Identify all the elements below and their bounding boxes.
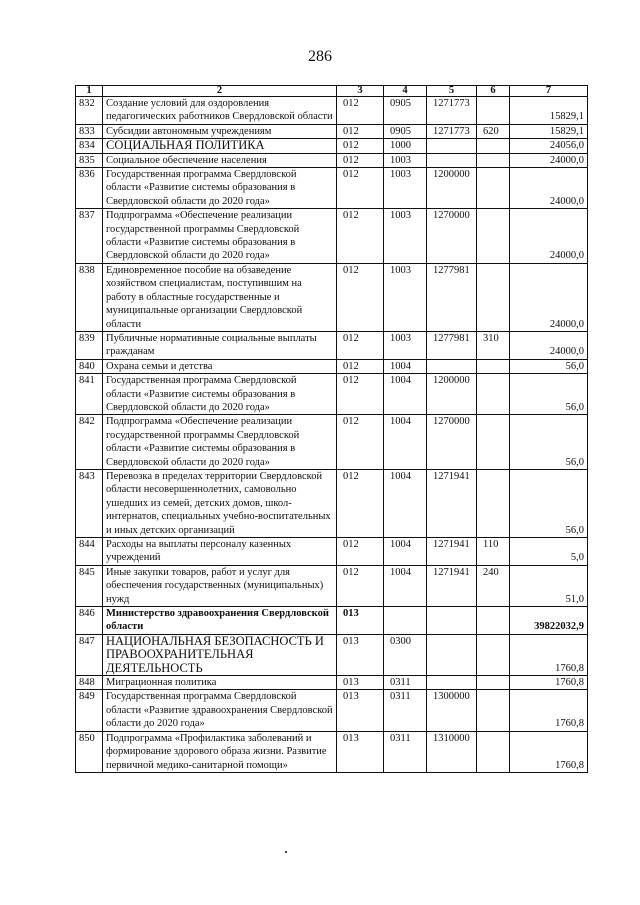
section-code: 1003 <box>384 168 427 209</box>
dept-code: 012 <box>337 538 384 566</box>
budget-table <box>75 85 588 773</box>
scan-dot <box>285 851 287 853</box>
target-code: 1271773 <box>427 97 477 125</box>
row-number: 847 <box>76 634 103 675</box>
row-number: 833 <box>76 124 103 138</box>
row-number: 850 <box>76 731 103 772</box>
amount: 24000,0 <box>510 209 588 264</box>
column-header-5: 5 <box>427 86 477 97</box>
section-code: 1000 <box>384 139 427 153</box>
dept-code: 012 <box>337 415 384 470</box>
section-code: 1004 <box>384 538 427 566</box>
amount: 24056,0 <box>510 139 588 153</box>
expense-type <box>477 209 510 264</box>
target-code: 1200000 <box>427 374 477 415</box>
row-number: 832 <box>76 97 103 125</box>
dept-code: 012 <box>337 209 384 264</box>
dept-code: 013 <box>337 690 384 731</box>
table-row <box>76 538 588 566</box>
row-name: Перевозка в пределах территории Свердловской области несовершеннолетних, самовольно ушедших из семей, детских домов, школ-интернатов, специальных учебно-воспитательных и иных детских организаций <box>103 469 337 537</box>
expense-type <box>477 469 510 537</box>
section-code <box>384 607 427 635</box>
target-code <box>427 634 477 675</box>
row-number: 834 <box>76 139 103 153</box>
expense-type <box>477 634 510 675</box>
table-row <box>76 469 588 537</box>
row-name: Публичные нормативные социальные выплаты гражданам <box>103 331 337 359</box>
target-code: 1277981 <box>427 263 477 331</box>
expense-type <box>477 263 510 331</box>
amount: 1760,8 <box>510 690 588 731</box>
table-body <box>76 97 588 773</box>
target-code: 1200000 <box>427 168 477 209</box>
section-code: 1004 <box>384 359 427 373</box>
target-code: 1310000 <box>427 731 477 772</box>
amount: 5,0 <box>510 538 588 566</box>
row-name: Миграционная политика <box>103 676 337 690</box>
column-header-2: 2 <box>103 86 337 97</box>
amount: 1760,8 <box>510 676 588 690</box>
dept-code: 012 <box>337 153 384 167</box>
amount: 39822032,9 <box>510 607 588 635</box>
row-number: 836 <box>76 168 103 209</box>
header-row <box>76 86 588 97</box>
target-code: 1277981 <box>427 331 477 359</box>
expense-type <box>477 153 510 167</box>
amount: 56,0 <box>510 374 588 415</box>
row-name: Подпрограмма «Обеспечение реализации государственной программы Свердловской области «Развитие системы образования в Свердловской области до 2020 года» <box>103 209 337 264</box>
expense-type: 310 <box>477 331 510 359</box>
column-header-6: 6 <box>477 86 510 97</box>
dept-code: 013 <box>337 607 384 635</box>
row-name: Создание условий для оздоровления педагогических работников Свердловской области <box>103 97 337 125</box>
dept-code: 012 <box>337 331 384 359</box>
expense-type <box>477 374 510 415</box>
expense-type <box>477 168 510 209</box>
row-name: Подпрограмма «Профилактика заболеваний и формирование здорового образа жизни. Развитие первичной медико-санитарной помощи» <box>103 731 337 772</box>
table-row <box>76 690 588 731</box>
section-code: 0905 <box>384 124 427 138</box>
amount: 15829,1 <box>510 97 588 125</box>
row-number: 837 <box>76 209 103 264</box>
target-code: 1271941 <box>427 538 477 566</box>
row-name: Министерство здравоохранения Свердловской области <box>103 607 337 635</box>
table-row <box>76 731 588 772</box>
expense-type <box>477 97 510 125</box>
row-name: Субсидии автономным учреждениям <box>103 124 337 138</box>
section-code: 1004 <box>384 565 427 606</box>
row-name: Социальное обеспечение населения <box>103 153 337 167</box>
expense-type <box>477 139 510 153</box>
expense-type <box>477 359 510 373</box>
row-name: СОЦИАЛЬНАЯ ПОЛИТИКА <box>103 139 337 153</box>
target-code <box>427 139 477 153</box>
dept-code: 013 <box>337 676 384 690</box>
amount: 1760,8 <box>510 634 588 675</box>
expense-type: 110 <box>477 538 510 566</box>
amount: 24000,0 <box>510 263 588 331</box>
row-number: 845 <box>76 565 103 606</box>
row-number: 840 <box>76 359 103 373</box>
amount: 24000,0 <box>510 168 588 209</box>
table-row <box>76 263 588 331</box>
dept-code: 012 <box>337 565 384 606</box>
target-code <box>427 676 477 690</box>
expense-type: 620 <box>477 124 510 138</box>
row-number: 838 <box>76 263 103 331</box>
table-row <box>76 97 588 125</box>
amount: 56,0 <box>510 415 588 470</box>
row-name: НАЦИОНАЛЬНАЯ БЕЗОПАСНОСТЬ И ПРАВООХРАНИТЕЛЬНАЯ ДЕЯТЕЛЬНОСТЬ <box>103 634 337 675</box>
row-number: 846 <box>76 607 103 635</box>
target-code <box>427 607 477 635</box>
row-number: 849 <box>76 690 103 731</box>
table-row <box>76 565 588 606</box>
row-name: Государственная программа Свердловской области «Развитие системы образования в Свердловской области до 2020 года» <box>103 374 337 415</box>
dept-code: 012 <box>337 97 384 125</box>
target-code: 1270000 <box>427 209 477 264</box>
row-name: Единовременное пособие на обзаведение хозяйством специалистам, поступившим на работу в областные государственные и муниципальные организации Свердловской области <box>103 263 337 331</box>
amount: 1760,8 <box>510 731 588 772</box>
amount: 24000,0 <box>510 153 588 167</box>
dept-code: 012 <box>337 139 384 153</box>
row-name: Подпрограмма «Обеспечение реализации государственной программы Свердловской области «Развитие системы образования в Свердловской области до 2020 года» <box>103 415 337 470</box>
target-code <box>427 153 477 167</box>
section-code: 1004 <box>384 469 427 537</box>
target-code <box>427 359 477 373</box>
section-code: 1003 <box>384 263 427 331</box>
row-name: Охрана семьи и детства <box>103 359 337 373</box>
dept-code: 012 <box>337 263 384 331</box>
table-row <box>76 676 588 690</box>
table-row <box>76 209 588 264</box>
dept-code: 012 <box>337 374 384 415</box>
expense-type: 240 <box>477 565 510 606</box>
table-row <box>76 331 588 359</box>
target-code: 1271941 <box>427 469 477 537</box>
dept-code: 012 <box>337 359 384 373</box>
row-number: 843 <box>76 469 103 537</box>
table-row <box>76 168 588 209</box>
amount: 24000,0 <box>510 331 588 359</box>
table-row <box>76 359 588 373</box>
row-number: 844 <box>76 538 103 566</box>
table-row <box>76 124 588 138</box>
section-code: 0300 <box>384 634 427 675</box>
amount: 15829,1 <box>510 124 588 138</box>
amount: 56,0 <box>510 469 588 537</box>
dept-code: 013 <box>337 634 384 675</box>
dept-code: 012 <box>337 469 384 537</box>
row-number: 841 <box>76 374 103 415</box>
expense-type <box>477 415 510 470</box>
column-header-4: 4 <box>384 86 427 97</box>
section-code: 1003 <box>384 153 427 167</box>
target-code: 1271941 <box>427 565 477 606</box>
section-code: 1003 <box>384 209 427 264</box>
row-name: Государственная программа Свердловской области «Развитие здравоохранения Свердловской области до 2020 года» <box>103 690 337 731</box>
dept-code: 012 <box>337 124 384 138</box>
expense-type <box>477 676 510 690</box>
table-row <box>76 139 588 153</box>
expense-type <box>477 731 510 772</box>
section-code: 0905 <box>384 97 427 125</box>
table-row <box>76 415 588 470</box>
table-row <box>76 374 588 415</box>
target-code: 1270000 <box>427 415 477 470</box>
table-row <box>76 634 588 675</box>
target-code: 1300000 <box>427 690 477 731</box>
row-number: 848 <box>76 676 103 690</box>
amount: 56,0 <box>510 359 588 373</box>
row-number: 839 <box>76 331 103 359</box>
section-code: 0311 <box>384 690 427 731</box>
section-code: 1003 <box>384 331 427 359</box>
column-header-1: 1 <box>76 86 103 97</box>
dept-code: 012 <box>337 168 384 209</box>
dept-code: 013 <box>337 731 384 772</box>
expense-type <box>477 690 510 731</box>
table-row <box>76 153 588 167</box>
section-code: 0311 <box>384 676 427 690</box>
page-number: 286 <box>308 48 332 65</box>
section-code: 1004 <box>384 374 427 415</box>
row-name: Государственная программа Свердловской области «Развитие системы образования в Свердловской области до 2020 года» <box>103 168 337 209</box>
row-number: 835 <box>76 153 103 167</box>
row-name: Иные закупки товаров, работ и услуг для обеспечения государственных (муниципальных) нужд <box>103 565 337 606</box>
expense-type <box>477 607 510 635</box>
section-code: 1004 <box>384 415 427 470</box>
row-number: 842 <box>76 415 103 470</box>
table-row <box>76 607 588 635</box>
row-name: Расходы на выплаты персоналу казенных учреждений <box>103 538 337 566</box>
section-code: 0311 <box>384 731 427 772</box>
column-header-3: 3 <box>337 86 384 97</box>
column-header-7: 7 <box>510 86 588 97</box>
target-code: 1271773 <box>427 124 477 138</box>
amount: 51,0 <box>510 565 588 606</box>
